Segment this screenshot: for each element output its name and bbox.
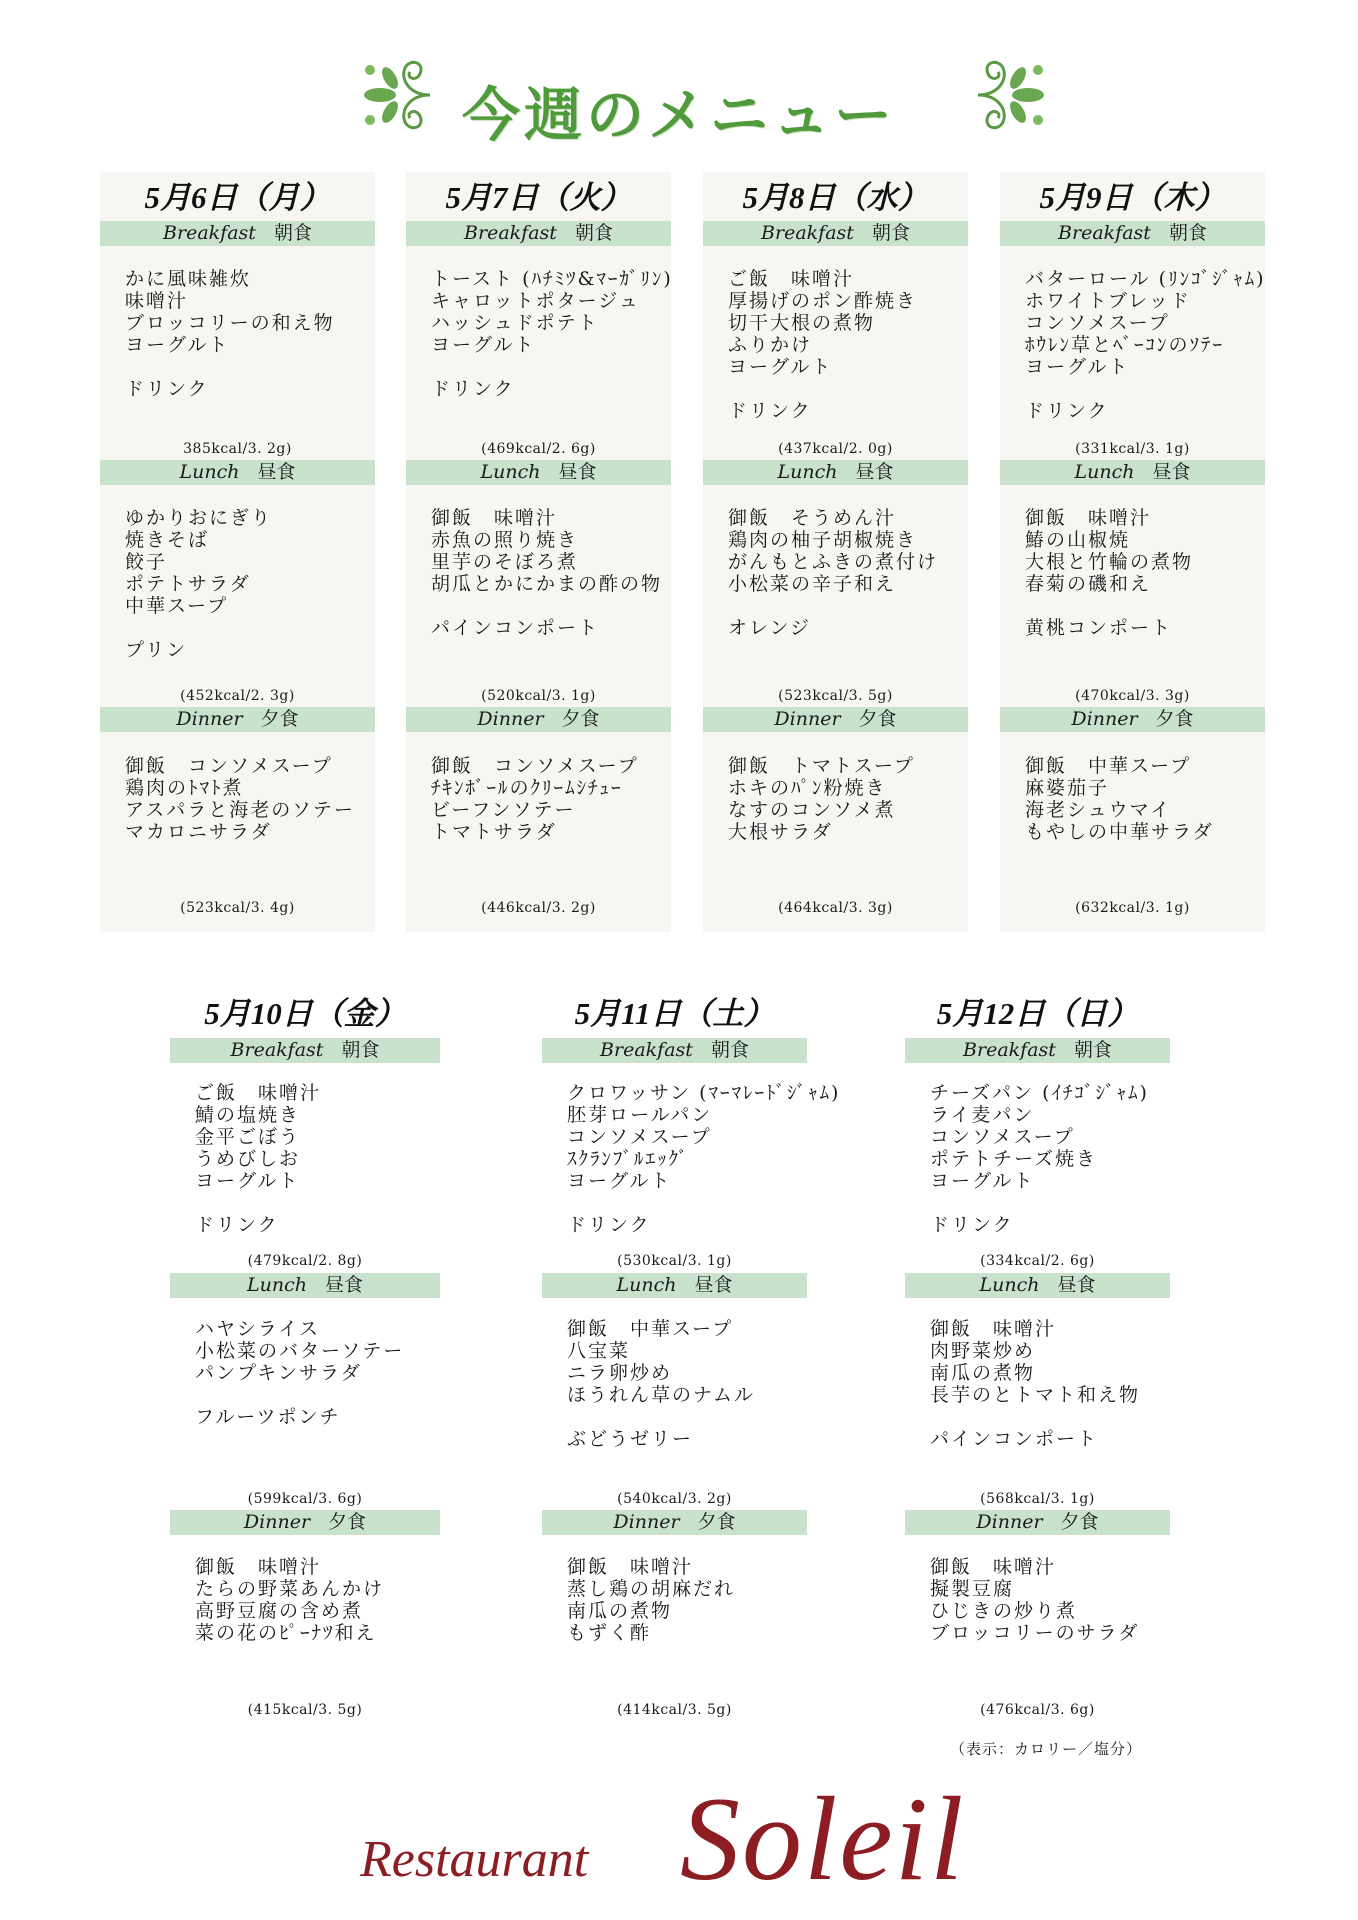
breakfast-bar: Breakfast 朝食 — [542, 1038, 807, 1063]
dinner-bar: Dinner 夕食 — [1000, 707, 1265, 732]
day-column-thu — [1000, 172, 1265, 932]
dinner-kcal: (476kcal/3. 6g) — [980, 1702, 1095, 1718]
day-column-tue — [406, 172, 671, 932]
day-column-wed — [703, 172, 968, 932]
dinner-items: 御飯 コンソメスープ ﾁｷﾝﾎﾞｰﾙのｸﾘｰﾑｼﾁｭｰ ビーフンソテー トマトサラダ — [431, 755, 639, 843]
breakfast-kcal: (437kcal/2. 0g) — [778, 441, 893, 457]
day-date: 5月11日（土） — [574, 996, 775, 1031]
day-column-mon — [100, 172, 375, 932]
day-column-fri — [170, 988, 440, 1718]
lunch-items: 御飯 味噌汁 赤魚の照り焼き 里芋のそぼろ煮 胡瓜とかにかまの酢の物 パインコンポート — [431, 507, 663, 639]
breakfast-items: かに風味雑炊 味噌汁 ブロッコリーの和え物 ヨーグルト ドリンク — [125, 268, 335, 400]
dinner-bar: Dinner 夕食 — [905, 1510, 1170, 1535]
lunch-kcal: (452kcal/2. 3g) — [180, 688, 295, 704]
breakfast-kcal: (530kcal/3. 1g) — [617, 1253, 732, 1269]
breakfast-items: ご飯 味噌汁 厚揚げのポン酢焼き 切干大根の煮物 ふりかけ ヨーグルト ドリンク — [728, 268, 918, 422]
lunch-kcal: (523kcal/3. 5g) — [778, 688, 893, 704]
lunch-bar: Lunch 昼食 — [406, 460, 671, 485]
dinner-kcal: (464kcal/3. 3g) — [778, 900, 893, 916]
breakfast-items: チーズパン (ｲﾁｺﾞｼﾞｬﾑ) ライ麦パン コンソメスープ ポテトチーズ焼き ヨーグルト ドリンク — [930, 1082, 1149, 1236]
lunch-items: 御飯 中華スープ 八宝菜 ニラ卵炒め ほうれん草のナムル ぶどうゼリー — [567, 1318, 756, 1450]
logo-restaurant-text: Restaurant — [360, 1831, 589, 1888]
lunch-kcal: (520kcal/3. 1g) — [481, 688, 596, 704]
day-date: 5月7日（火） — [445, 180, 632, 215]
dinner-items: 御飯 味噌汁 擬製豆腐 ひじきの炒り煮 ブロッコリーのサラダ — [930, 1556, 1140, 1644]
dinner-items: 御飯 味噌汁 蒸し鶏の胡麻だれ 南瓜の煮物 もずく酢 — [567, 1556, 736, 1644]
lunch-items: 御飯 味噌汁 肉野菜炒め 南瓜の煮物 長芋のとトマト和え物 パインコンポート — [930, 1318, 1141, 1450]
dinner-bar: Dinner 夕食 — [703, 707, 968, 732]
lunch-bar: Lunch 昼食 — [1000, 460, 1265, 485]
dinner-bar: Dinner 夕食 — [170, 1510, 440, 1535]
legend-note: （表示：カロリー／塩分） — [950, 1740, 1143, 1758]
lunch-bar: Lunch 昼食 — [905, 1273, 1170, 1298]
day-date: 5月10日（金） — [204, 996, 406, 1031]
lunch-bar: Lunch 昼食 — [542, 1273, 807, 1298]
lunch-bar: Lunch 昼食 — [100, 460, 375, 485]
breakfast-bar: Breakfast 朝食 — [1000, 221, 1265, 246]
day-column-sun — [905, 988, 1170, 1718]
breakfast-items: バターロール (ﾘﾝｺﾞｼﾞｬﾑ) ホワイトブレッド コンソメスープ ﾎｳﾚﾝ草とﾍﾞｰｺﾝのｿﾃｰ ヨーグルト ドリンク — [1025, 268, 1266, 422]
dinner-kcal: (632kcal/3. 1g) — [1075, 900, 1190, 916]
day-date: 5月8日（水） — [742, 180, 929, 215]
day-date: 5月6日（月） — [144, 180, 331, 215]
breakfast-items: ご飯 味噌汁 鯖の塩焼き 金平ごぼう うめびしお ヨーグルト ドリンク — [195, 1082, 322, 1236]
day-date: 5月9日（木） — [1039, 180, 1226, 215]
restaurant-logo — [0, 1770, 1358, 1920]
day-date: 5月12日（日） — [936, 996, 1139, 1031]
breakfast-bar: Breakfast 朝食 — [170, 1038, 440, 1063]
breakfast-kcal: (331kcal/3. 1g) — [1075, 441, 1190, 457]
dinner-items: 御飯 コンソメスープ 鶏肉のﾄﾏﾄ煮 アスパラと海老のソテー マカロニサラダ — [125, 755, 355, 843]
lunch-items: 御飯 味噌汁 鰆の山椒焼 大根と竹輪の煮物 春菊の磯和え 黄桃コンポート — [1025, 507, 1194, 639]
lunch-kcal: (568kcal/3. 1g) — [980, 1491, 1095, 1507]
dinner-items: 御飯 中華スープ 麻婆茄子 海老シュウマイ もやしの中華サラダ — [1025, 755, 1214, 843]
lunch-kcal: (599kcal/3. 6g) — [247, 1491, 363, 1507]
breakfast-kcal: (334kcal/2. 6g) — [980, 1253, 1095, 1269]
breakfast-items: トースト (ﾊﾁﾐﾂ&ﾏｰｶﾞﾘﾝ) キャロットポタージュ ハッシュドポテト ヨーグルト ドリンク — [431, 268, 673, 400]
breakfast-kcal: (469kcal/2. 6g) — [481, 441, 596, 457]
dinner-bar: Dinner 夕食 — [406, 707, 671, 732]
dinner-items: 御飯 トマトスープ ホキのﾊﾟﾝ粉焼き なすのコンソメ煮 大根サラダ — [728, 755, 915, 843]
lunch-items: ハヤシライス 小松菜のバターソテー パンプキンサラダ フルーツポンチ — [195, 1318, 405, 1428]
breakfast-bar: Breakfast 朝食 — [703, 221, 968, 246]
dinner-kcal: (414kcal/3. 5g) — [617, 1702, 732, 1718]
breakfast-bar: Breakfast 朝食 — [100, 221, 375, 246]
page-title: 今週のメニュー — [461, 81, 896, 149]
breakfast-kcal: (479kcal/2. 8g) — [247, 1253, 363, 1269]
day-column-sat — [542, 988, 841, 1718]
dinner-kcal: (415kcal/3. 5g) — [247, 1702, 363, 1718]
dinner-items: 御飯 味噌汁 たらの野菜あんかけ 高野豆腐の含め煮 菜の花のﾋﾟｰﾅﾂ和え — [195, 1556, 385, 1644]
breakfast-kcal: 385kcal/3. 2g) — [183, 441, 292, 457]
lunch-bar: Lunch 昼食 — [703, 460, 968, 485]
lunch-bar: Lunch 昼食 — [170, 1273, 440, 1298]
lunch-kcal: (540kcal/3. 2g) — [617, 1491, 732, 1507]
dinner-bar: Dinner 夕食 — [542, 1510, 807, 1535]
breakfast-bar: Breakfast 朝食 — [905, 1038, 1170, 1063]
breakfast-bar: Breakfast 朝食 — [406, 221, 671, 246]
dinner-bar: Dinner 夕食 — [100, 707, 375, 732]
dinner-kcal: (446kcal/3. 2g) — [481, 900, 596, 916]
lunch-kcal: (470kcal/3. 3g) — [1075, 688, 1190, 704]
lunch-items: ゆかりおにぎり 焼きそば 餃子 ポテトサラダ 中華スープ プリン — [125, 507, 273, 661]
logo-soleil-text: Soleil — [680, 1772, 966, 1905]
breakfast-items: クロワッサン (ﾏｰﾏﾚｰﾄﾞｼﾞｬﾑ) 胚芽ロールパン コンソメスープ ｽｸﾗﾝﾌﾞﾙｴｯｸﾞ ヨーグルト ドリンク — [567, 1082, 841, 1236]
lunch-items: 御飯 そうめん汁 鶏肉の柚子胡椒焼き がんもとふきの煮付け 小松菜の辛子和え オレンジ — [728, 507, 939, 639]
dinner-kcal: (523kcal/3. 4g) — [180, 900, 295, 916]
